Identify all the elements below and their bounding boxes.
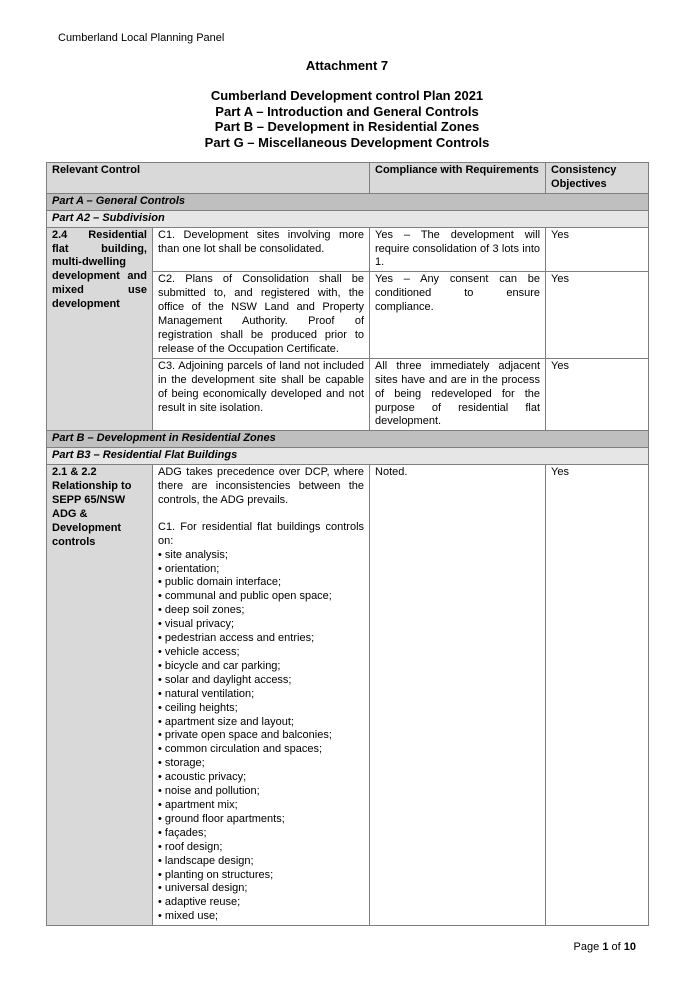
compliance-cell: Yes – Any consent can be conditioned to ensure compliance.	[370, 272, 546, 358]
page-total: 10	[623, 941, 636, 953]
attachment-title: Attachment 7	[305, 58, 389, 73]
control-cell	[153, 465, 370, 926]
list-item: • orientation;	[158, 563, 364, 577]
page-word: Page	[573, 941, 600, 953]
of-word: of	[611, 941, 621, 953]
list-item: • deep soil zones;	[158, 604, 364, 618]
header-relevant-control: Relevant Control	[47, 163, 370, 194]
section-2-4-label: 2.4 Residential flat building, multi-dwelling development and mixed use development	[47, 227, 153, 431]
title-line-1: Cumberland Development control Plan 2021	[210, 88, 484, 103]
list-item: • apartment mix;	[158, 799, 364, 813]
part-a-heading: Part A – General Controls	[47, 193, 649, 210]
control-cell: C3. Adjoining parcels of land not included in the development site shall be capable of being economically developed and not result in site isolation.	[153, 358, 370, 431]
page-header: Cumberland Local Planning Panel	[58, 32, 225, 44]
list-item: • roof design;	[158, 841, 364, 855]
subsection-row-part-b3	[47, 448, 649, 465]
header-compliance: Compliance with Requirements	[370, 163, 546, 194]
list-item: • pedestrian access and entries;	[158, 632, 364, 646]
list-item: • natural ventilation;	[158, 688, 364, 702]
compliance-cell: Yes – The development will require consolidation of 3 lots into 1.	[370, 227, 546, 272]
table-header-row	[47, 163, 649, 194]
section-row-part-b	[47, 431, 649, 448]
consistency-cell: Yes	[546, 272, 649, 358]
part-b-heading: Part B – Development in Residential Zones	[47, 431, 649, 448]
consistency-cell: Yes	[546, 227, 649, 272]
consistency-cell: Yes	[546, 465, 649, 926]
compliance-table	[46, 162, 649, 926]
list-item: • noise and pollution;	[158, 785, 364, 799]
title-line-3: Part B – Development in Residential Zones	[214, 119, 480, 134]
table-row	[47, 227, 649, 272]
list-item: • universal design;	[158, 882, 364, 896]
part-b3-heading: Part B3 – Residential Flat Buildings	[47, 448, 649, 465]
c1-intro-text: C1. For residential flat buildings controls on:	[158, 520, 365, 547]
control-cell: C1. Development sites involving more than one lot shall be consolidated.	[153, 227, 370, 272]
part-a2-heading: Part A2 – Subdivision	[47, 210, 649, 227]
adg-precedence-text: ADG takes precedence over DCP, where there are inconsistencies between the controls, the ADG prevails.	[158, 466, 365, 506]
list-item: • site analysis;	[158, 549, 364, 563]
compliance-cell: Noted.	[370, 465, 546, 926]
subsection-row-part-a2	[47, 210, 649, 227]
list-item: • ground floor apartments;	[158, 813, 364, 827]
list-item: • vehicle access;	[158, 646, 364, 660]
list-item: • solar and daylight access;	[158, 674, 364, 688]
list-item: • acoustic privacy;	[158, 771, 364, 785]
control-cell: C2. Plans of Consolidation shall be submitted to, and registered with, the office of the NSW Land and Property Management Authority. Proof of registration shall be produced prior to release of the Occupation Certificate.	[153, 272, 370, 358]
list-item: • private open space and balconies;	[158, 729, 364, 743]
list-item: • façades;	[158, 827, 364, 841]
section-row-part-a	[47, 193, 649, 210]
list-item: • bicycle and car parking;	[158, 660, 364, 674]
c1-control-list	[158, 549, 364, 924]
list-item: • common circulation and spaces;	[158, 743, 364, 757]
document-titles	[0, 88, 694, 150]
title-line-4: Part G – Miscellaneous Development Controls	[204, 134, 490, 150]
page-footer	[574, 941, 636, 953]
consistency-cell: Yes	[546, 358, 649, 431]
list-item: • landscape design;	[158, 855, 364, 869]
list-item: • ceiling heights;	[158, 702, 364, 716]
list-item: • communal and public open space;	[158, 590, 364, 604]
list-item: • mixed use;	[158, 910, 364, 924]
list-item: • storage;	[158, 757, 364, 771]
list-item: • visual privacy;	[158, 618, 364, 632]
compliance-cell: All three immediately adjacent sites have and are in the process of being redeveloped for the purpose of residential flat development.	[370, 358, 546, 431]
list-item: • planting on structures;	[158, 869, 364, 883]
title-line-2: Part A – Introduction and General Controls	[215, 103, 479, 119]
page-number: 1	[602, 941, 609, 953]
table-row	[47, 465, 649, 926]
section-2-1-label: 2.1 & 2.2 Relationship to SEPP 65/NSW ADG & Development controls	[47, 465, 153, 926]
list-item: • public domain interface;	[158, 576, 364, 590]
list-item: • apartment size and layout;	[158, 716, 364, 730]
header-consistency: Consistency Objectives	[546, 163, 649, 194]
list-item: • adaptive reuse;	[158, 896, 364, 910]
